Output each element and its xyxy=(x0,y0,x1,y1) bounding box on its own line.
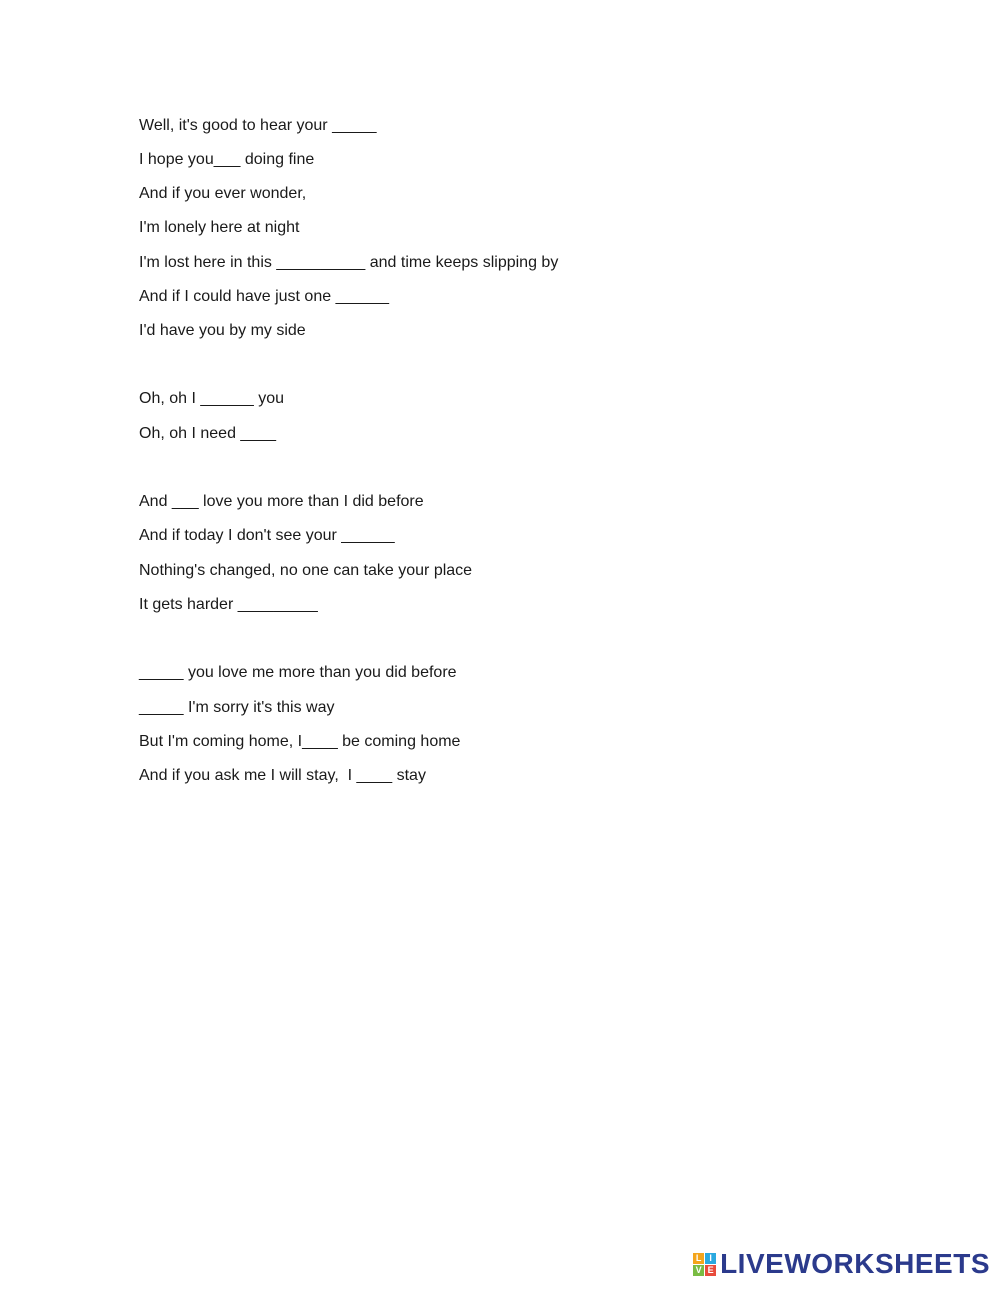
lyric-line: And ___ love you more than I did before xyxy=(139,493,424,510)
lyric-line: Nothing's changed, no one can take your place xyxy=(139,562,473,579)
lyric-line: It gets harder _________ xyxy=(139,596,318,613)
lyric-line: And if you ever wonder, xyxy=(139,185,307,202)
lyric-line: I'm lonely here at night xyxy=(139,219,300,236)
lyric-line: Well, it's good to hear your _____ xyxy=(139,117,377,134)
lyric-line: And if today I don't see your ______ xyxy=(139,527,395,544)
lyric-line: _____ I'm sorry it's this way xyxy=(139,699,335,716)
lyric-line: _____ you love me more than you did before xyxy=(139,664,457,681)
logo-letter: I xyxy=(705,1253,716,1264)
lyric-line: But I'm coming home, I____ be coming home xyxy=(139,733,461,750)
brand-wordmark: LIVEWORKSHEETS xyxy=(720,1248,990,1279)
logo-letter: E xyxy=(705,1265,716,1276)
live-blocks-icon xyxy=(693,1253,716,1276)
lyric-line: And if you ask me I will stay, I ____ stay xyxy=(139,767,426,784)
lyric-line: I'd have you by my side xyxy=(139,322,306,339)
logo-letter: V xyxy=(693,1265,704,1276)
logo-letter: L xyxy=(693,1253,704,1264)
lyric-line: Oh, oh I need ____ xyxy=(139,425,276,442)
lyric-line: Oh, oh I ______ you xyxy=(139,390,284,407)
lyric-line: I hope you___ doing fine xyxy=(139,151,315,168)
liveworksheets-logo xyxy=(693,1249,990,1279)
lyric-line: I'm lost here in this __________ and time keeps slipping by xyxy=(139,254,559,271)
lyric-line: And if I could have just one ______ xyxy=(139,288,389,305)
